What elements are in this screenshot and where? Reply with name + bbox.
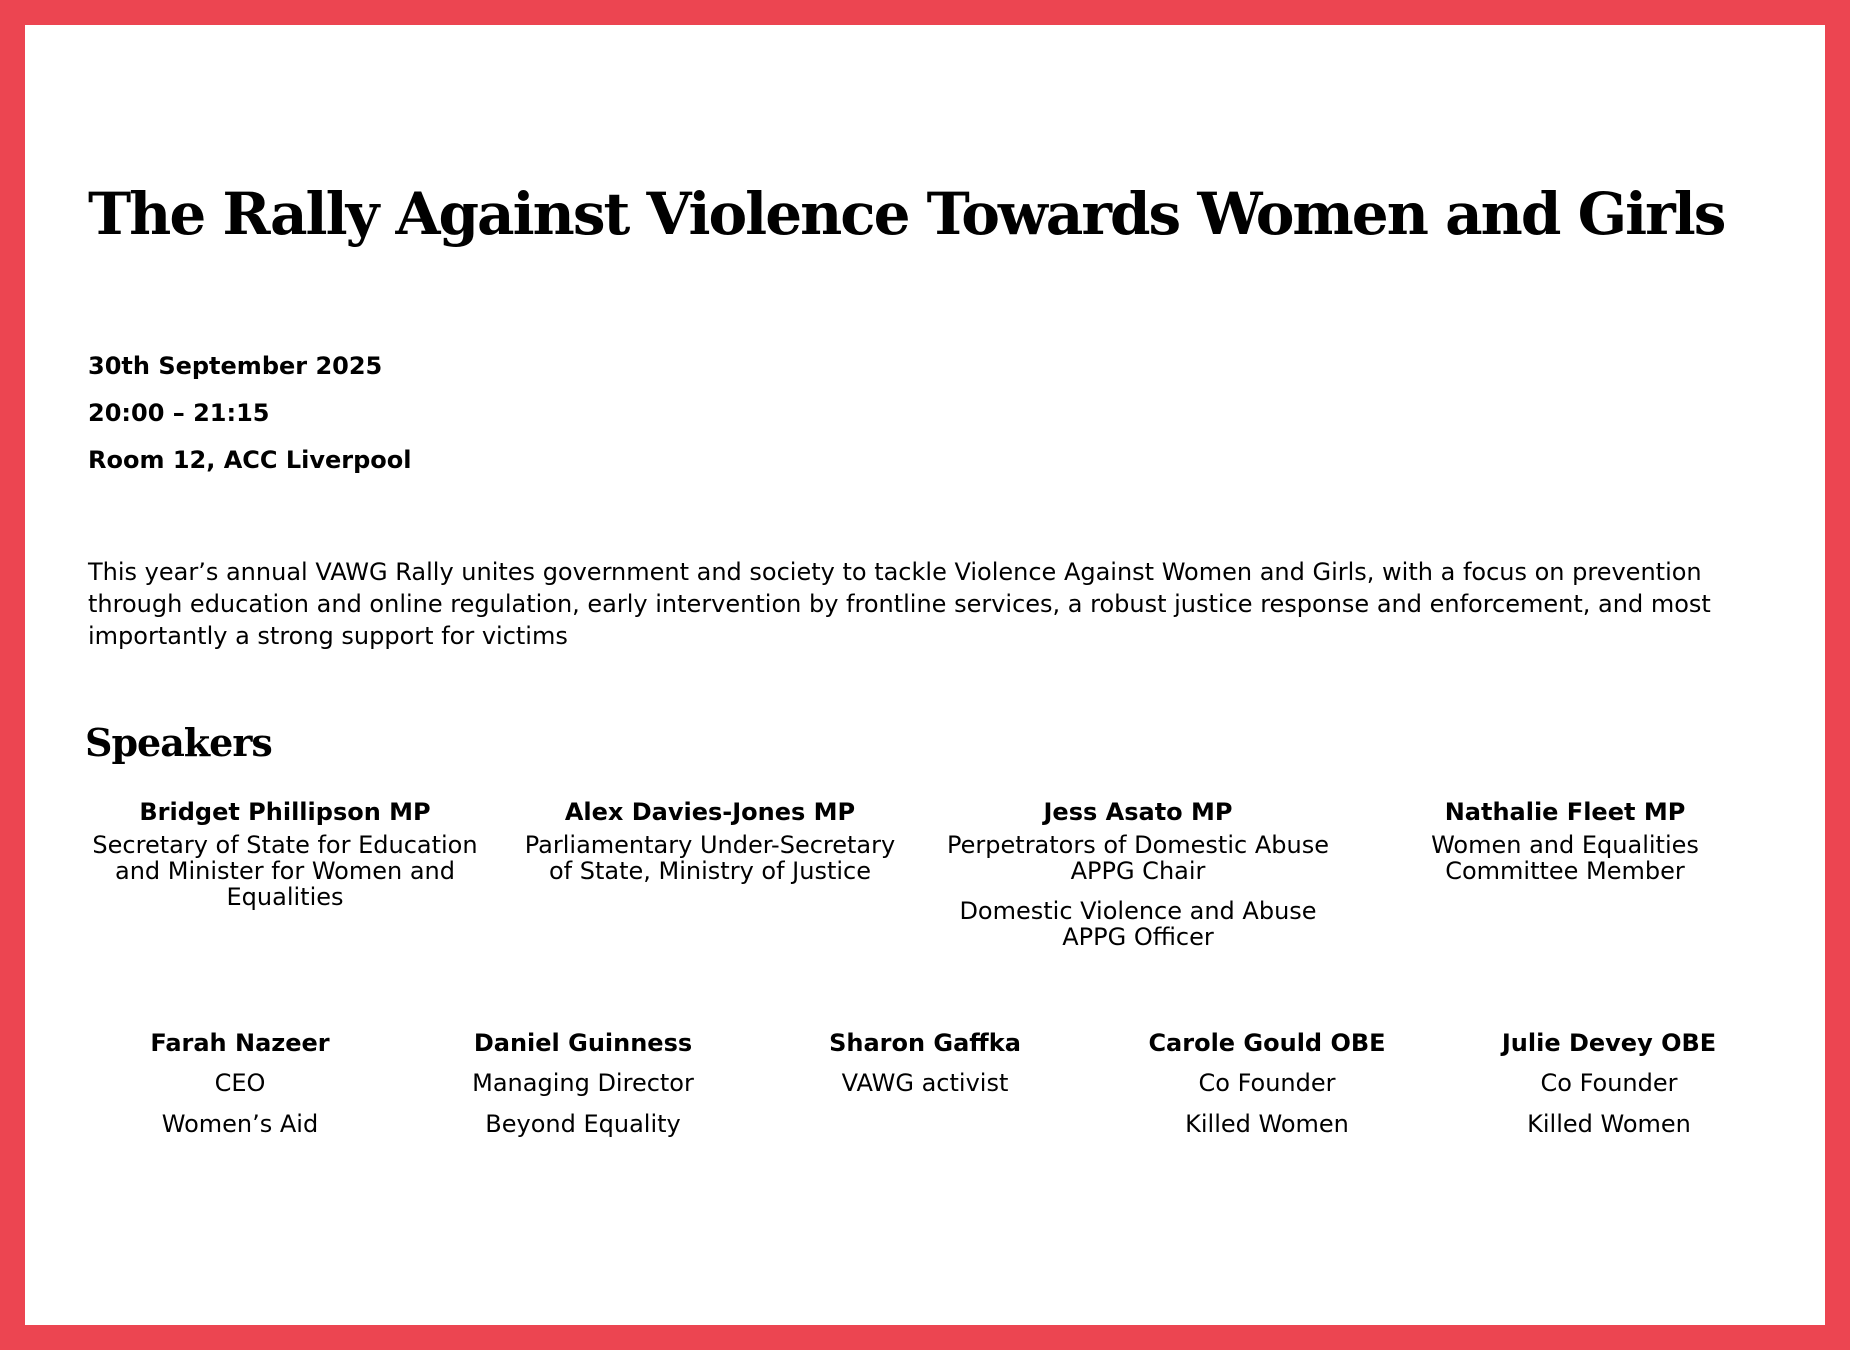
speaker-card — [943, 794, 1333, 964]
speaker-card — [1127, 1025, 1407, 1144]
speaker-name: Nathalie Fleet MP — [1444, 798, 1686, 826]
speaker-role: Women and Equalities Committee Member — [1431, 831, 1699, 885]
speaker-card — [515, 794, 905, 898]
event-details — [88, 346, 412, 487]
speaker-role: CEO — [214, 1069, 266, 1097]
speaker-organisation: Killed Women — [1527, 1110, 1691, 1138]
event-location: Room 12, ACC Liverpool — [88, 446, 412, 474]
speakers-heading: Speakers — [85, 720, 272, 765]
speaker-name: Daniel Guinness — [473, 1029, 693, 1057]
event-time: 20:00 – 21:15 — [88, 399, 270, 427]
speaker-role: Secretary of State for Education and Minister for Women and Equalities — [92, 831, 478, 911]
speaker-role: VAWG activist — [841, 1069, 1009, 1097]
speaker-role: Co Founder — [1198, 1069, 1336, 1097]
speaker-organisation: Killed Women — [1185, 1110, 1349, 1138]
event-title: The Rally Against Violence Towards Women and Girls — [88, 180, 1725, 248]
speaker-name: Farah Nazeer — [150, 1029, 330, 1057]
speaker-name: Bridget Phillipson MP — [139, 798, 431, 826]
speaker-card — [785, 1025, 1065, 1103]
speaker-card — [1469, 1025, 1749, 1144]
speaker-organisation: Women’s Aid — [161, 1110, 319, 1138]
speaker-role: Perpetrators of Domestic Abuse APPG Chair — [947, 831, 1329, 885]
speaker-organisation: Beyond Equality — [485, 1110, 681, 1138]
speaker-name: Sharon Gaffka — [829, 1029, 1021, 1057]
speaker-card — [443, 1025, 723, 1144]
speaker-name: Alex Davies-Jones MP — [564, 798, 856, 826]
speaker-role: Managing Director — [472, 1069, 694, 1097]
speaker-name: Carole Gould OBE — [1148, 1029, 1386, 1057]
speaker-name: Jess Asato MP — [1043, 798, 1233, 826]
speaker-role: Parliamentary Under-Secretary of State, Ministry of Justice — [524, 831, 896, 885]
speaker-card — [1400, 794, 1730, 898]
speaker-card — [90, 794, 480, 924]
speaker-name: Julie Devey OBE — [1501, 1029, 1717, 1057]
event-description: This year’s annual VAWG Rally unites government and society to tackle Violence Against Women and Girls, with a focus on prevention through education and online regulation, early intervention by frontline services, a robust justice response and enforcement, and most importantly a strong support for victims — [88, 558, 1711, 650]
speaker-role: Domestic Violence and Abuse APPG Officer — [959, 897, 1317, 951]
speaker-role: Co Founder — [1540, 1069, 1678, 1097]
event-date: 30th September 2025 — [88, 352, 383, 380]
speaker-card — [100, 1025, 380, 1144]
